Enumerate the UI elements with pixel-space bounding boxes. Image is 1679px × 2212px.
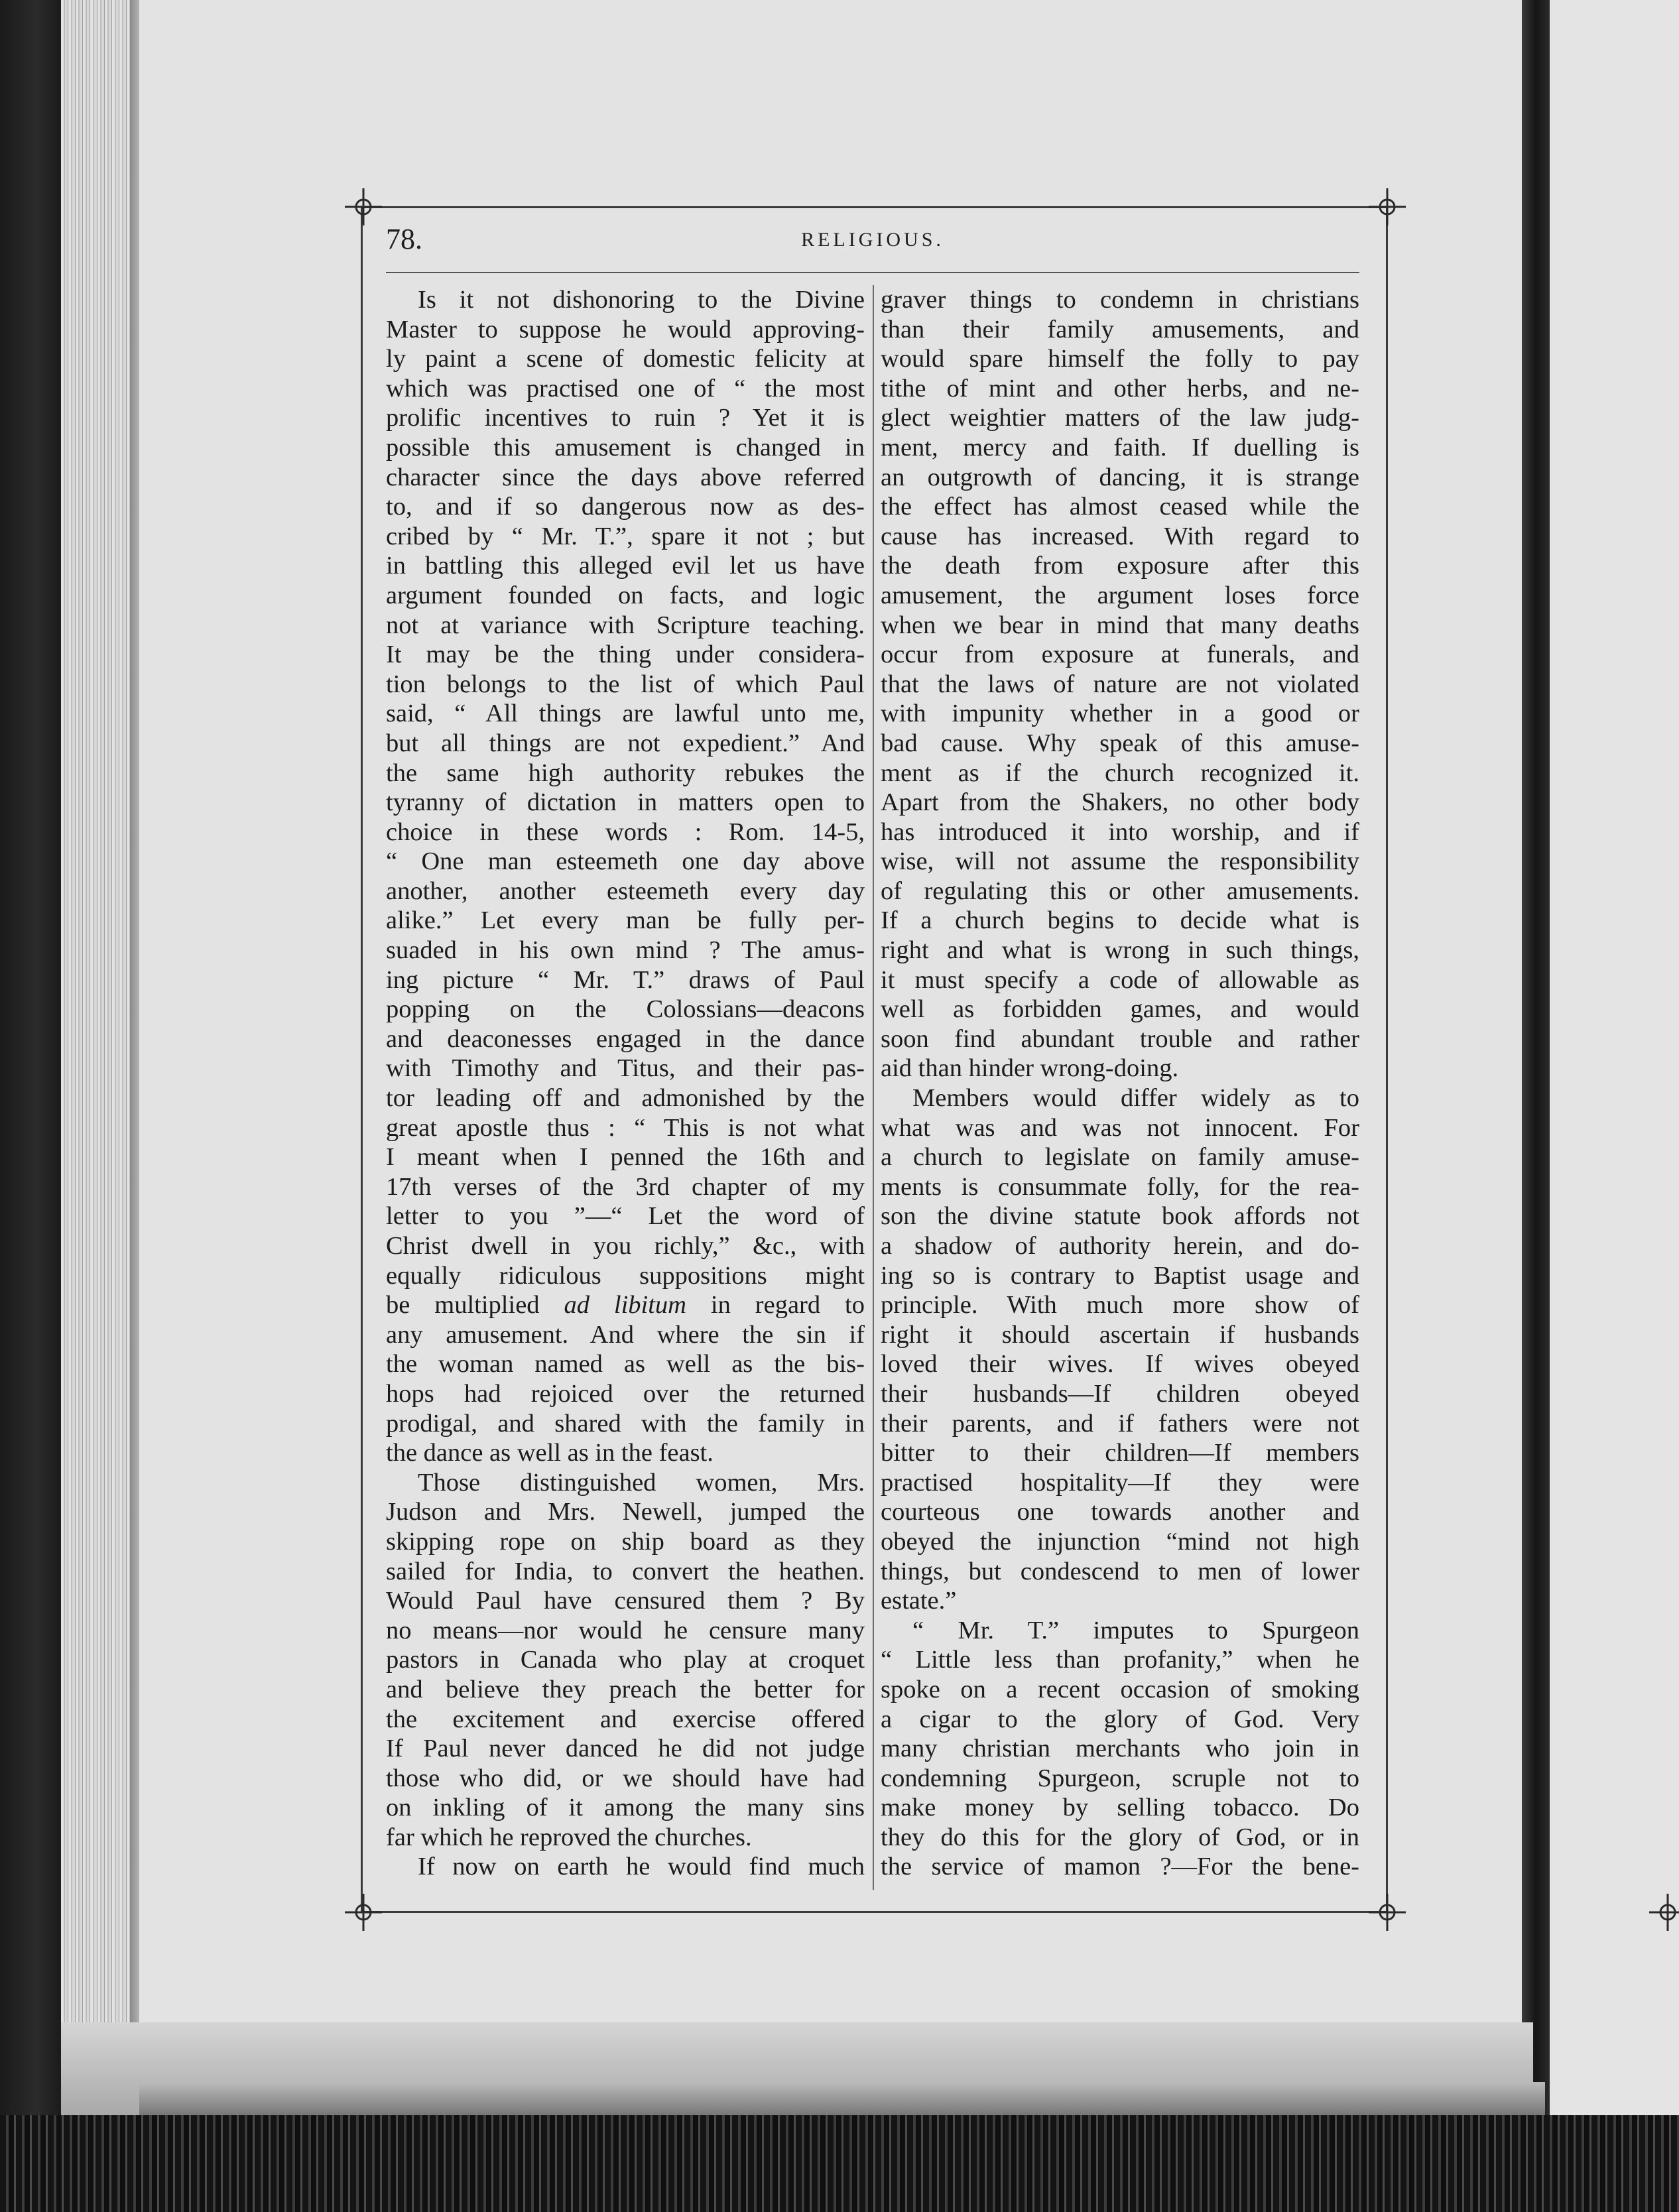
text-line: I meant when I penned the 16th and	[386, 1143, 865, 1172]
text-line: Members would differ widely as to	[912, 1084, 1359, 1113]
text-line: well as forbidden games, and would	[881, 995, 1359, 1024]
text-line: a church to legislate on family amuse-	[881, 1143, 1359, 1172]
text-line: sailed for India, to convert the heathen.	[386, 1557, 865, 1585]
text-line: on inkling of it among the many sins	[386, 1794, 865, 1822]
text-line: with impunity whether in a good or	[881, 700, 1359, 728]
book-gutter	[1522, 0, 1550, 2115]
text-line: make money by selling tobacco. Do	[881, 1794, 1359, 1822]
text-line: son the divine statute book affords not	[881, 1202, 1359, 1231]
cross-circle-ornament-icon	[1648, 1892, 1679, 1932]
text-line: cause has increased. With regard to	[881, 522, 1359, 550]
text-line: aid than hinder wrong-doing.	[881, 1054, 1179, 1083]
text-line: a cigar to the glory of God. Very	[881, 1705, 1359, 1733]
text-line: tion belongs to the list of which Paul	[386, 670, 865, 698]
text-line: loved their wives. If wives obeyed	[881, 1350, 1359, 1379]
text-line: no means—nor would he censure many	[386, 1616, 865, 1644]
text-line: a shadow of authority herein, and do-	[881, 1232, 1359, 1260]
frame-rule-right	[1386, 206, 1388, 1912]
text-line: Is it not dishonoring to the Divine	[418, 286, 865, 314]
page-number: 78.	[386, 223, 422, 255]
text-line: occur from exposure at funerals, and	[881, 641, 1359, 669]
text-line: the dance as well as in the feast.	[386, 1439, 714, 1467]
page-block-edge	[61, 0, 139, 2212]
text-line: and deaconesses engaged in the dance	[386, 1024, 865, 1053]
text-line: has introduced it into worship, and if	[881, 818, 1359, 846]
text-line: in battling this alleged evil let us have	[386, 552, 865, 580]
text-line: suaded in his own mind ? The amus-	[386, 936, 865, 965]
text-line: that the laws of nature are not violated	[881, 670, 1359, 698]
text-line: “ Little less than profanity,” when he	[881, 1646, 1359, 1674]
text-line: the excitement and exercise offered	[386, 1705, 865, 1733]
text-line: of regulating this or other amusements.	[881, 877, 1359, 905]
text-line: tor leading off and admonished by the	[386, 1084, 865, 1113]
text-line: possible this amusement is changed in	[386, 433, 865, 461]
text-line: 17th verses of the 3rd chapter of my	[386, 1172, 865, 1201]
text-line: their husbands—If children obeyed	[881, 1379, 1359, 1408]
text-line: If now on earth he would find much	[418, 1853, 865, 1881]
text-line: the service of mamon ?—For the bene-	[881, 1853, 1359, 1881]
frame-rule-top	[361, 206, 1388, 208]
text-line: graver things to condemn in christians	[881, 286, 1359, 314]
text-line: when we bear in mind that many deaths	[881, 611, 1359, 639]
text-line: Apart from the Shakers, no other body	[881, 788, 1359, 817]
text-line: character since the days above referred	[386, 463, 865, 491]
text-line: estate.”	[881, 1587, 957, 1615]
text-line: ly paint a scene of domestic felicity at	[386, 345, 865, 373]
text-line: letter to you ”—“ Let the word of	[386, 1202, 865, 1231]
text-line: wise, will not assume the responsibility	[881, 847, 1359, 876]
text-line: bad cause. Why speak of this amuse-	[881, 729, 1359, 757]
header-rule	[386, 272, 1359, 273]
cross-circle-ornament-icon	[343, 1892, 383, 1932]
text-line: the woman named as well as the bis-	[386, 1350, 865, 1379]
text-line: equally ridiculous suppositions might	[386, 1261, 865, 1290]
text-line: obeyed the injunction “mind not high	[881, 1527, 1359, 1556]
text-line: spoke on a recent occasion of smoking	[881, 1675, 1359, 1703]
running-head: RELIGIOUS.	[801, 229, 944, 251]
scan-bottom-margin	[0, 2115, 1679, 2212]
text-line: the effect has almost ceased while the	[881, 493, 1359, 521]
text-line: skipping rope on ship board as they	[386, 1527, 865, 1556]
text-line: Master to suppose he would approving-	[386, 315, 865, 343]
text-line: argument founded on facts, and logic	[386, 581, 865, 609]
text-line: any amusement. And where the sin if	[386, 1320, 865, 1349]
text-column-right	[881, 285, 1359, 1882]
text-line: far which he reproved the churches.	[386, 1823, 752, 1851]
text-line: would spare himself the folly to pay	[881, 345, 1359, 373]
text-line: It may be the thing under considera-	[386, 641, 865, 669]
text-line: alike.” Let every man be fully per-	[386, 906, 865, 935]
page-header	[386, 222, 1359, 270]
text-column-left	[386, 285, 865, 1882]
facing-page-edge	[1550, 0, 1679, 2115]
text-line: their parents, and if fathers were not	[881, 1409, 1359, 1438]
text-line: principle. With much more show of	[881, 1291, 1359, 1320]
text-line: and believe they preach the better for	[386, 1675, 865, 1703]
text-line: Those distinguished women, Mrs.	[418, 1468, 865, 1497]
text-line: popping on the Colossians—deacons	[386, 995, 865, 1024]
scan-dark-margin	[0, 0, 61, 2212]
cross-circle-ornament-icon	[343, 187, 383, 227]
text-line: ments is consummate folly, for the rea-	[881, 1172, 1359, 1201]
text-line: the same high authority rebukes the	[386, 759, 865, 787]
text-line: ing so is contrary to Baptist usage and	[881, 1261, 1359, 1290]
text-line: to, and if so dangerous now as des-	[386, 493, 865, 521]
text-line: practised hospitality—If they were	[881, 1468, 1359, 1497]
text-line: prolific incentives to ruin ? Yet it is	[386, 404, 865, 432]
text-line: things, but condescend to men of lower	[881, 1557, 1359, 1585]
frame-rule-bottom	[361, 1911, 1388, 1913]
text-line: right and what is wrong in such things,	[881, 936, 1359, 965]
text-line: right it should ascertain if husbands	[881, 1320, 1359, 1349]
text-line: another, another esteemeth every day	[386, 877, 865, 905]
text-line: an outgrowth of dancing, it is strange	[881, 463, 1359, 491]
text-line: many christian merchants who join in	[881, 1735, 1359, 1763]
text-line: said, “ All things are lawful unto me,	[386, 700, 865, 728]
text-line: choice in these words : Rom. 14-5,	[386, 818, 865, 846]
text-line: soon find abundant trouble and rather	[881, 1024, 1359, 1053]
text-line: “ One man esteemeth one day above	[386, 847, 865, 876]
text-line: glect weightier matters of the law judg-	[881, 404, 1359, 432]
text-line: be multiplied ad libitum in regard to	[386, 1291, 865, 1320]
text-line: ment as if the church recognized it.	[881, 759, 1359, 787]
text-line: pastors in Canada who play at croquet	[386, 1646, 865, 1674]
text-line: they do this for the glory of God, or in	[881, 1823, 1359, 1851]
text-line: Would Paul have censured them ? By	[386, 1587, 865, 1615]
text-line: it must specify a code of allowable as	[881, 965, 1359, 994]
text-line: great apostle thus : “ This is not what	[386, 1113, 865, 1142]
frame-rule-left	[361, 206, 363, 1912]
text-line: than their family amusements, and	[881, 315, 1359, 343]
text-line: not at variance with Scripture teaching.	[386, 611, 865, 639]
text-line: If Paul never danced he did not judge	[386, 1735, 865, 1763]
text-line: tyranny of dictation in matters open to	[386, 788, 865, 817]
text-line: hops had rejoiced over the returned	[386, 1379, 865, 1408]
book-bottom-edge	[139, 2082, 1545, 2115]
text-line: what was and was not innocent. For	[881, 1113, 1359, 1142]
text-line: amusement, the argument loses force	[881, 581, 1359, 609]
text-line: with Timothy and Titus, and their pas-	[386, 1054, 865, 1083]
text-line: condemning Spurgeon, scruple not to	[881, 1764, 1359, 1792]
text-line: cribed by “ Mr. T.”, spare it not ; but	[386, 522, 865, 550]
column-divider	[873, 285, 874, 1890]
text-line: the death from exposure after this	[881, 552, 1359, 580]
text-line: those who did, or we should have had	[386, 1764, 865, 1792]
text-line: bitter to their children—If members	[881, 1439, 1359, 1467]
cross-circle-ornament-icon	[1367, 1892, 1407, 1932]
text-line: which was practised one of “ the most	[386, 374, 865, 402]
text-line: but all things are not expedient.” And	[386, 729, 865, 757]
cross-circle-ornament-icon	[1367, 187, 1407, 227]
text-line: tithe of mint and other herbs, and ne-	[881, 374, 1359, 402]
text-line: Christ dwell in you richly,” &c., with	[386, 1232, 865, 1260]
text-line: prodigal, and shared with the family in	[386, 1409, 865, 1438]
text-line: If a church begins to decide what is	[881, 906, 1359, 935]
text-line: courteous one towards another and	[881, 1498, 1359, 1526]
text-line: “ Mr. T.” imputes to Spurgeon	[912, 1616, 1359, 1644]
text-line: ing picture “ Mr. T.” draws of Paul	[386, 965, 865, 994]
text-line: ment, mercy and faith. If duelling is	[881, 433, 1359, 461]
text-line: Judson and Mrs. Newell, jumped the	[386, 1498, 865, 1526]
